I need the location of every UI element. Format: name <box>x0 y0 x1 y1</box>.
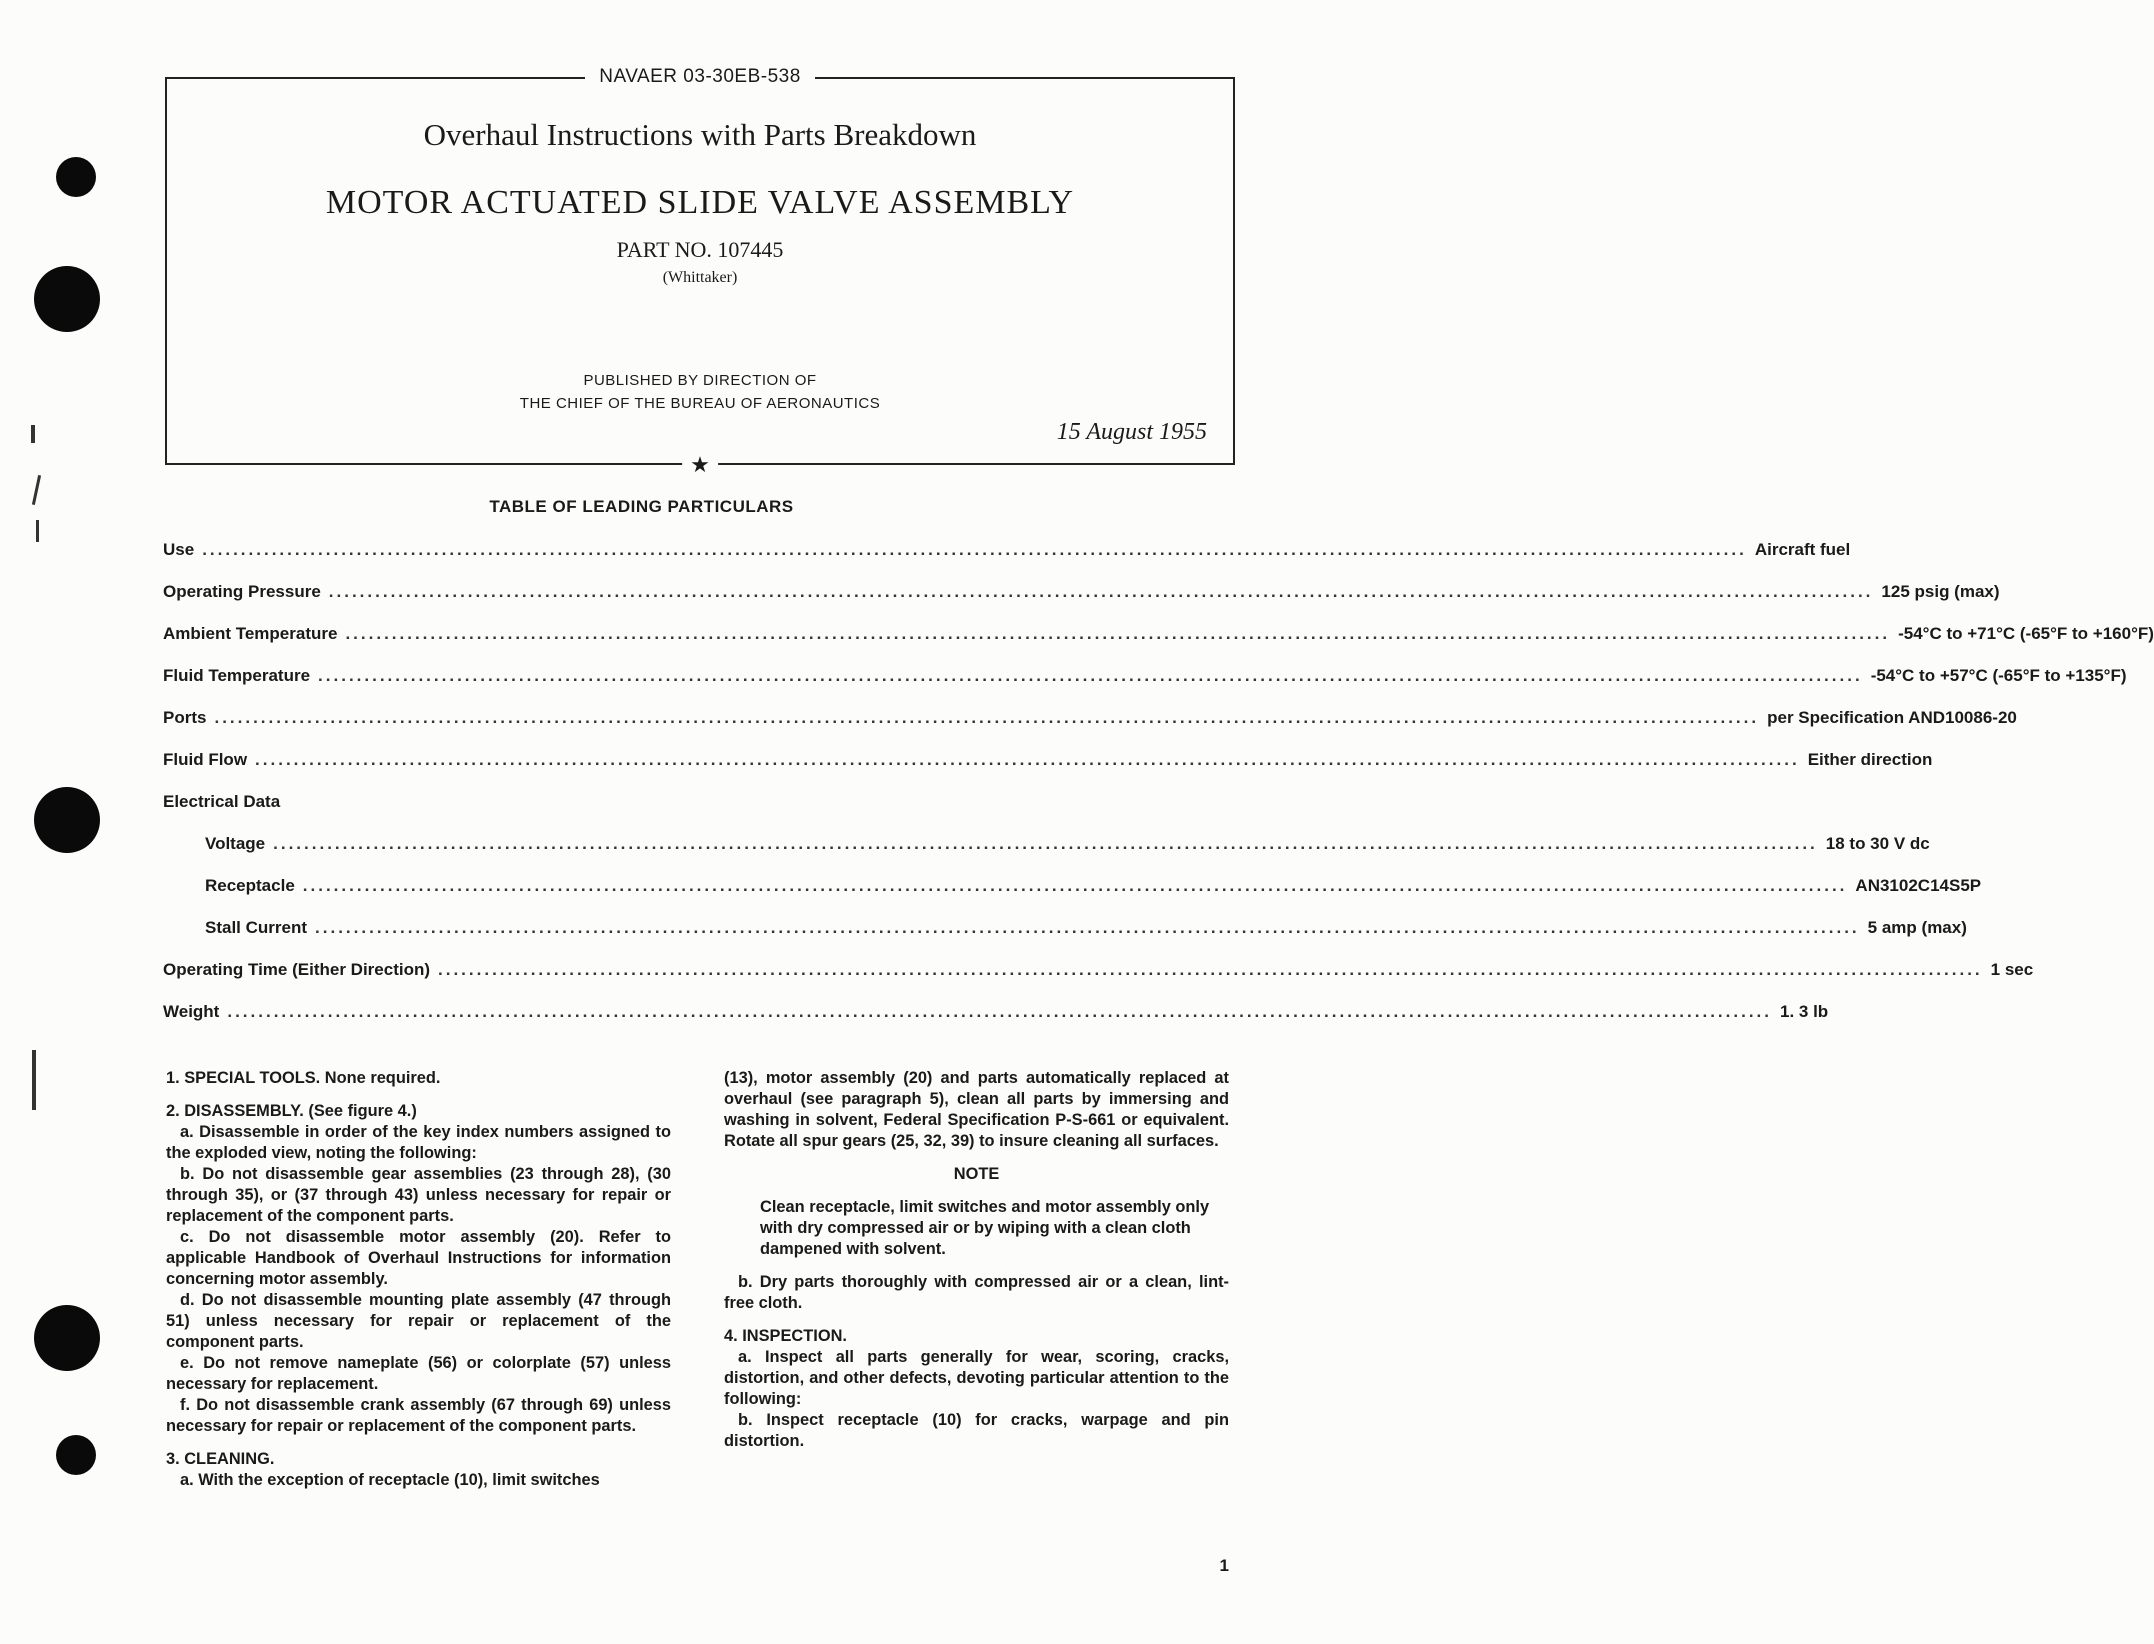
particulars-row <box>163 792 1229 818</box>
particulars-label: Electrical Data <box>163 792 281 811</box>
dot-leader: ........................................................................................................................................................................................................ <box>438 960 1983 979</box>
part-number: PART NO. 107445 <box>616 237 784 262</box>
scan-mark <box>36 520 39 542</box>
subject-title: MOTOR ACTUATED SLIDE VALVE ASSEMBLY <box>325 184 1075 221</box>
particulars-value: 18 to 30 V dc <box>1825 834 1930 853</box>
dot-leader: ........................................................................................................................................................................................................ <box>227 1002 1772 1021</box>
document-number: NAVAER 03-30EB-538 <box>167 66 1233 88</box>
dot-leader: ........................................................................................................................................................................................................ <box>255 750 1800 769</box>
body-paragraph: d. Do not disassemble mounting plate assembly (47 through 51) unless necessary for repair or replacement of the component parts. <box>166 1291 671 1351</box>
body-paragraph: 1. SPECIAL TOOLS. None required. <box>166 1069 441 1087</box>
paragraph-spacer <box>724 1260 1229 1272</box>
particulars-label: Stall Current <box>205 918 308 937</box>
particulars-row <box>163 750 1933 776</box>
punch-hole <box>34 787 100 853</box>
particulars-value: 125 psig (max) <box>1881 582 2000 601</box>
body-left-column <box>166 1068 671 1491</box>
dot-leader: ........................................................................................................................................................................................................ <box>328 582 1874 601</box>
body-paragraph: 4. INSPECTION. <box>724 1327 847 1345</box>
particulars-value: -54°C to +71°C (-65°F to +160°F) <box>1898 624 2154 643</box>
body-right-column <box>724 1068 1229 1452</box>
document-title: Overhaul Instructions with Parts Breakdown <box>423 117 977 152</box>
body-paragraph: b. Dry parts thoroughly with compressed air or a clean, lint-free cloth. <box>724 1273 1229 1312</box>
star-icon: ★ <box>682 451 718 479</box>
dot-leader: ........................................................................................................................................................................................................ <box>318 666 1863 685</box>
particulars-row <box>163 666 2127 692</box>
paragraph-spacer <box>724 1185 1229 1197</box>
body-paragraph: b. Do not disassemble gear assemblies (23 through 28), (30 through 35), or (37 through 43) unless necessary for repair or replacement of the component parts. <box>166 1165 671 1225</box>
particulars-value: 5 amp (max) <box>1867 918 1967 937</box>
particulars-row <box>205 876 1982 902</box>
body-paragraph: 3. CLEANING. <box>166 1450 275 1468</box>
particulars-label: Ports <box>163 708 207 727</box>
dot-leader: ........................................................................................................................................................................................................ <box>273 834 1818 853</box>
particulars-row <box>163 540 1851 566</box>
paragraph-spacer <box>724 1314 1229 1326</box>
particulars-label: Voltage <box>205 834 266 853</box>
particulars-label: Operating Pressure <box>163 582 321 601</box>
particulars-label: Ambient Temperature <box>163 624 338 643</box>
publication-date: 15 August 1955 <box>1056 419 1207 445</box>
punch-hole <box>56 1435 96 1475</box>
particulars-row <box>163 708 2017 734</box>
dot-leader: ........................................................................................................................................................................................................ <box>315 918 1860 937</box>
scan-mark <box>31 425 35 443</box>
paragraph-spacer <box>724 1152 1229 1164</box>
body-paragraph: 2. DISASSEMBLY. (See figure 4.) <box>166 1102 417 1120</box>
particulars-label: Fluid Flow <box>163 750 248 769</box>
published-line-2: THE CHIEF OF THE BUREAU OF AERONAUTICS <box>519 395 881 412</box>
published-line-1: PUBLISHED BY DIRECTION OF <box>583 372 817 389</box>
body-paragraph: b. Inspect receptacle (10) for cracks, warpage and pin distortion. <box>724 1411 1229 1450</box>
title-frame <box>165 66 1235 477</box>
particulars-value: AN3102C14S5P <box>1855 876 1982 895</box>
particulars-value: 1 sec <box>1990 960 2034 979</box>
particulars-row <box>163 624 2154 650</box>
dot-leader: ........................................................................................................................................................................................................ <box>202 540 1747 559</box>
dot-leader: ........................................................................................................................................................................................................ <box>214 708 1760 727</box>
particulars-value: Either direction <box>1807 750 1933 769</box>
particulars-row <box>205 834 1930 860</box>
particulars-row <box>163 960 2034 986</box>
manufacturer: (Whittaker) <box>662 269 738 286</box>
punch-hole <box>34 266 100 332</box>
particulars-row <box>163 582 2000 608</box>
body-paragraph: a. Disassemble in order of the key index numbers assigned to the exploded view, noting the following: <box>166 1123 671 1162</box>
particulars-label: Weight <box>163 1002 220 1021</box>
paragraph-spacer <box>166 1089 671 1101</box>
particulars-value: 1. 3 lb <box>1780 1002 1829 1021</box>
page-number: 1 <box>1219 1556 1229 1575</box>
body-paragraph: a. Inspect all parts generally for wear, scoring, cracks, distortion, and other defects, devoting particular attention to the following: <box>724 1348 1229 1408</box>
body-paragraph: a. With the exception of receptacle (10), limit switches <box>180 1471 600 1489</box>
body-paragraph: (13), motor assembly (20) and parts automatically replaced at overhaul (see paragraph 5), clean all parts by immersing and washing in solvent, Federal Specification P-S-661 or equivalent. Rotate all spur gears (25, 32, 39) to insure cleaning all surfaces. <box>724 1069 1229 1150</box>
particulars-value: Aircraft fuel <box>1754 540 1851 559</box>
particulars-value: -54°C to +57°C (-65°F to +135°F) <box>1870 666 2127 685</box>
particulars-value: per Specification AND10086-20 <box>1767 708 2017 727</box>
body-paragraph: c. Do not disassemble motor assembly (20). Refer to applicable Handbook of Overhaul Instructions for information concerning motor assembly. <box>166 1228 671 1288</box>
particulars-row <box>163 1002 1829 1028</box>
particulars-row <box>205 918 1967 944</box>
body-paragraph: e. Do not remove nameplate (56) or colorplate (57) unless necessary for replacement. <box>166 1354 671 1393</box>
dot-leader: ........................................................................................................................................................................................................ <box>302 876 1848 895</box>
scan-mark <box>32 1050 36 1110</box>
note-body: Clean receptacle, limit switches and motor assembly only with dry compressed air or by wiping with a clean cloth dampened with solvent. <box>760 1198 1210 1258</box>
particulars-label: Receptacle <box>205 876 295 895</box>
particulars-title: TABLE OF LEADING PARTICULARS <box>489 497 794 516</box>
punch-hole <box>56 157 96 197</box>
dot-leader: ........................................................................................................................................................................................................ <box>345 624 1891 643</box>
particulars-label: Use <box>163 540 195 559</box>
note-heading: NOTE <box>953 1165 1000 1183</box>
particulars-label: Operating Time (Either Direction) <box>163 960 431 979</box>
body-paragraph: f. Do not disassemble crank assembly (67 through 69) unless necessary for repair or replacement of the component parts. <box>166 1396 671 1435</box>
particulars-label: Fluid Temperature <box>163 666 311 685</box>
paragraph-spacer <box>166 1437 671 1449</box>
punch-hole <box>34 1305 100 1371</box>
